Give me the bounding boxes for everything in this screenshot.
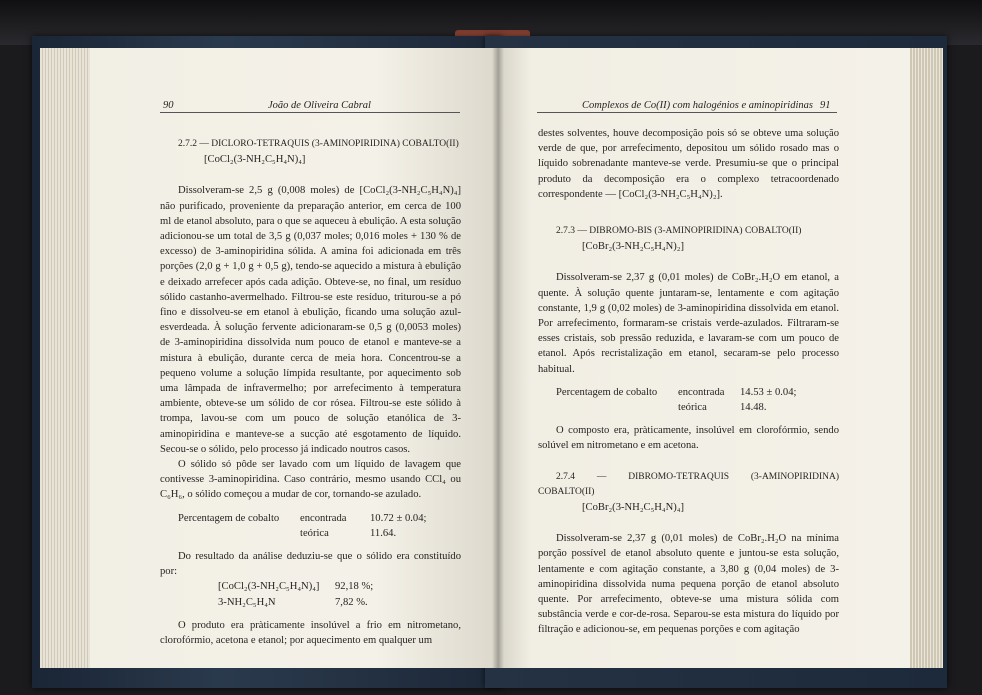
left-header-rule [160, 112, 460, 113]
left-paragraph-4: O produto era pràticamente insolúvel a frio em nitrometano, clorofórmio, acetona e etanol; por aquecimento em qualquer um [160, 619, 461, 647]
left-paragraph-3: Do resultado da análise deduziu-se que o sólido era constituído por: [160, 551, 461, 578]
cobalt-analysis-found-273: Percentagem de cobalto encontrada 14.53 ± 0.04; [556, 386, 797, 398]
left-page-edges [40, 48, 92, 668]
section-272-heading: 2.7.2 — DICLORO-TETRAQUIS (3-AMINOPIRIDINA) COBALTO(II) [178, 139, 459, 149]
right-paragraph-2: Dissolveram-se 2,37 g (0,01 moles) de CoBr₂.H₂O em etanol, a quente. À solução quente juntaram-se, lentamente e com agitação constante, 1,9 g (0,02 moles) de 3-aminopiridina dissolvida em etanol. Por arrefecimento, formaram-se cristais verde-azulados. Filtraram-se esses cristais, sob pressão reduzida, e lavaram-se com um pouco de etanol. Após recristalização em etanol, secaram-se pelo processo habitual. [538, 272, 839, 375]
right-running-head: Complexos de Co(II) com halogénios e aminopiridinas [582, 100, 813, 111]
right-page-body [538, 126, 839, 638]
book-gutter [492, 48, 504, 668]
composition-row-1: [CoCl₂(3-NH₂C₅H₄N)₄] 92,18 %; [218, 581, 374, 593]
right-paragraph-1: destes solventes, houve decomposição pois só se obteve uma solução verde de que, por arrefecimento, depositou um sólido rosado mas o líquido sobrenadante manteve-se verde. Presumiu-se que o principal produto da decomposição era o complexo tetracoordenado correspondente — [CoCl₂(3-NH₂C₅H₄N)₂]. [538, 128, 839, 200]
section-273-heading: 2.7.3 — DIBROMO-BIS (3-AMINOPIRIDINA) COBALTO(II) [556, 226, 802, 237]
left-running-head: João de Oliveira Cabral [268, 100, 371, 111]
right-page-number: 91 [820, 100, 831, 111]
section-274-heading: 2.7.4 — DIBROMO-TETRAQUIS (3-AMINOPIRIDINA) COBALTO(II) [538, 471, 839, 497]
right-header-rule [537, 112, 837, 113]
left-paragraph-1: Dissolveram-se 2,5 g (0,008 moles) de [CoCl₂(3-NH₂C₅H₄N)₄] não purificado, proveniente da preparação anterior, em cerca de 100 ml de etanol absoluto, para o que se aqueceu à ebulição. A esta solução adicionou-se um total de 3,5 g (0,037 moles; 0,016 moles + 130 % de excesso) de 3-aminopiridina sólida. A amina foi adicionada em três porções (2,0 g + 1,0 g + 0,5 g), tendo-se aquecido a mistura à ebulição e deixado arrefecer após cada adição. Obteve-se, no final, um resíduo sólido castanho-avermelhado. Filtrou-se este resíduo, triturou-se a pó fino e dissolveu-se em etanol à ebulição, ficando uma solução azul-esverdeada. À solução fervente adicionaram-se 0,5 g (0,0053 moles) de 3-aminopiridina dissolvida num pouco de etanol e manteve-se a mistura à ebulição, durante cerca de meia hora. Concentrou-se a pequeno volume a solução límpida resultante, por aquecimento sob uma lâmpada de infravermelho; por arrefecimento à temperatura ambiente, obteve-se um sólido de cor rósea. Filtrou-se este sólido à trompa, lavou-se com um pouco de solução etanólica de 3-aminopiridina e manteve-se a sucção até esgotamento de líquido. Secou-se o sólido, pelo processo já indicado noutros casos. [160, 185, 461, 455]
left-page-body [160, 137, 461, 648]
cobalt-analysis-theoretical-273: teórica 14.48. [678, 402, 767, 414]
section-272-formula: [CoCl₂(3-NH₂C₅H₄N)₄] [204, 154, 306, 166]
right-paragraph-4: Dissolveram-se 2,37 g (0,01 moles) de CoBr₂.H₂O na mínima porção possível de etanol absoluto quente e juntou-se esta solução, lentamente e com agitação constante, a 3,80 g (0,04 moles) de 3-aminopiridina dissolvida numa pequena porção de etanol absoluto quente. Por arrefecimento, obteve-se uma mistura sólida com substância verde e cor-de-rosa. Separou-se esta mistura do líquido por filtração e adicionou-se, em pequenas porções e com agitação [538, 533, 839, 636]
section-274-formula: [CoBr₂(3-NH₂C₅H₄N)₄] [582, 502, 685, 514]
cobalt-analysis-theoretical: teórica 11.64. [300, 527, 397, 539]
composition-row-2: 3-NH₂C₅H₄N 7,82 %. [218, 596, 368, 608]
right-page-edges [907, 48, 943, 668]
left-page-number: 90 [163, 100, 174, 111]
right-paragraph-3: O composto era, pràticamente, insolúvel em clorofórmio, sendo solúvel em nitrometano e em acetona. [538, 425, 839, 452]
cobalt-analysis-found: Percentagem de cobalto encontrada 10.72 ± 0.04; [178, 512, 427, 524]
section-273-formula: [CoBr₂(3-NH₂C₅H₄N)₂] [582, 241, 685, 253]
left-paragraph-2: O sólido só pôde ser lavado com um líquido de lavagem que contivesse 3-aminopiridina. Caso contrário, mesmo usando CCl₄ ou C₆H₆, o sólido começou a mudar de cor, tornando-se azulado. [160, 459, 461, 501]
